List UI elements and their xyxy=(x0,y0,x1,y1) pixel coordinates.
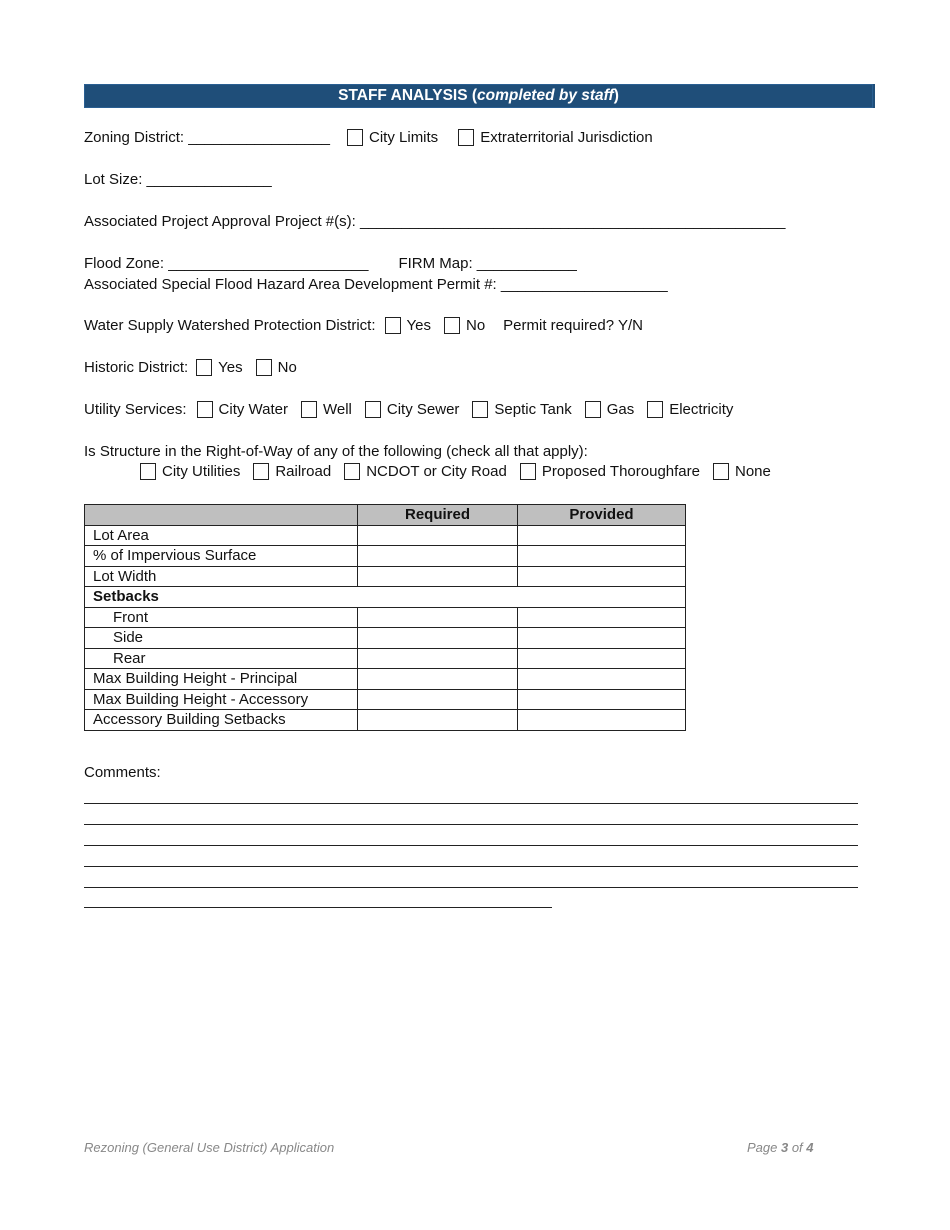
required-column-header: Required xyxy=(358,505,518,526)
historic-no-label: No xyxy=(277,359,297,376)
requirements-table xyxy=(84,504,686,731)
watershed-row xyxy=(84,317,643,334)
row-label: Max Building Height - Principal xyxy=(85,669,358,690)
etj-checkbox[interactable] xyxy=(458,129,474,146)
historic-yes-label: Yes xyxy=(218,359,243,376)
required-cell[interactable] xyxy=(358,628,518,649)
comments-label: Comments: xyxy=(84,764,161,781)
table-row xyxy=(85,648,686,669)
city-limits-checkbox[interactable] xyxy=(347,129,363,146)
railroad-checkbox[interactable] xyxy=(253,463,269,480)
city-water-label: City Water xyxy=(218,401,288,418)
none-checkbox[interactable] xyxy=(713,463,729,480)
row-options-row xyxy=(140,463,771,480)
table-header-blank xyxy=(85,505,358,526)
row-label: Rear xyxy=(85,648,358,669)
zoning-row xyxy=(84,129,653,146)
historic-yes-checkbox[interactable] xyxy=(196,359,212,376)
permit-required-label: Permit required? Y/N xyxy=(503,317,643,334)
footer-form-title: Rezoning (General Use District) Application xyxy=(84,1140,335,1155)
row-label: Lot Width xyxy=(85,566,358,587)
historic-label: Historic District: xyxy=(84,359,189,376)
septic-tank-checkbox[interactable] xyxy=(472,401,488,418)
provided-cell[interactable] xyxy=(518,669,686,690)
proposed-thoroughfare-checkbox[interactable] xyxy=(520,463,536,480)
comment-line[interactable] xyxy=(84,845,858,846)
watershed-yes-label: Yes xyxy=(406,317,431,334)
electricity-label: Electricity xyxy=(669,401,734,418)
provided-cell[interactable] xyxy=(518,648,686,669)
row-question-row xyxy=(84,443,588,460)
required-cell[interactable] xyxy=(358,648,518,669)
comment-line[interactable] xyxy=(84,887,858,888)
well-label: Well xyxy=(322,401,352,418)
table-row xyxy=(85,525,686,546)
proposed-thoroughfare-label: Proposed Thoroughfare xyxy=(541,463,700,480)
ncdot-road-checkbox[interactable] xyxy=(344,463,360,480)
required-cell[interactable] xyxy=(358,710,518,731)
table-row xyxy=(85,710,686,731)
required-cell[interactable] xyxy=(358,607,518,628)
historic-row xyxy=(84,359,297,376)
utility-label: Utility Services: xyxy=(84,401,187,418)
flood-permit-row xyxy=(84,276,668,293)
comment-line[interactable] xyxy=(84,824,858,825)
provided-cell[interactable] xyxy=(518,607,686,628)
table-row xyxy=(85,689,686,710)
watershed-no-checkbox[interactable] xyxy=(444,317,460,334)
provided-cell[interactable] xyxy=(518,566,686,587)
table-row xyxy=(85,607,686,628)
footer-page-number: Page 3 of 4 xyxy=(747,1140,814,1155)
row-label: % of Impervious Surface xyxy=(85,546,358,567)
gas-checkbox[interactable] xyxy=(585,401,601,418)
railroad-label: Railroad xyxy=(275,463,332,480)
city-utilities-checkbox[interactable] xyxy=(140,463,156,480)
electricity-checkbox[interactable] xyxy=(647,401,663,418)
flood-zone-label: Flood Zone: ________________________ xyxy=(84,255,369,272)
table-row xyxy=(85,566,686,587)
firm-map-label: FIRM Map: ____________ xyxy=(398,255,577,272)
city-water-checkbox[interactable] xyxy=(197,401,213,418)
provided-cell[interactable] xyxy=(518,628,686,649)
city-sewer-label: City Sewer xyxy=(386,401,460,418)
septic-tank-label: Septic Tank xyxy=(494,401,572,418)
row-label: Max Building Height - Accessory xyxy=(85,689,358,710)
utility-row xyxy=(84,401,733,418)
required-cell[interactable] xyxy=(358,525,518,546)
provided-cell[interactable] xyxy=(518,710,686,731)
table-header-row xyxy=(85,505,686,526)
well-checkbox[interactable] xyxy=(301,401,317,418)
row-question-label: Is Structure in the Right-of-Way of any of the following (check all that apply): xyxy=(84,443,588,460)
watershed-label: Water Supply Watershed Protection District: xyxy=(84,317,376,334)
comments-label-row xyxy=(84,764,161,781)
etj-label: Extraterritorial Jurisdiction xyxy=(480,129,653,146)
none-label: None xyxy=(734,463,771,480)
setbacks-section-label: Setbacks xyxy=(85,587,686,608)
comment-line[interactable] xyxy=(84,907,552,908)
provided-column-header: Provided xyxy=(518,505,686,526)
provided-cell[interactable] xyxy=(518,689,686,710)
table-row xyxy=(85,669,686,690)
provided-cell[interactable] xyxy=(518,546,686,567)
city-utilities-label: City Utilities xyxy=(162,463,241,480)
required-cell[interactable] xyxy=(358,566,518,587)
required-cell[interactable] xyxy=(358,546,518,567)
city-sewer-checkbox[interactable] xyxy=(365,401,381,418)
comment-line[interactable] xyxy=(84,866,858,867)
watershed-yes-checkbox[interactable] xyxy=(385,317,401,334)
zoning-district-label: Zoning District: _________________ xyxy=(84,129,331,146)
historic-no-checkbox[interactable] xyxy=(256,359,272,376)
table-row xyxy=(85,587,686,608)
comment-line[interactable] xyxy=(84,803,858,804)
project-row xyxy=(84,213,785,230)
row-label: Accessory Building Setbacks xyxy=(85,710,358,731)
row-label: Lot Area xyxy=(85,525,358,546)
section-header-text: STAFF ANALYSIS (completed by staff) xyxy=(338,87,619,104)
row-label: Side xyxy=(85,628,358,649)
project-approval-label: Associated Project Approval Project #(s): ___________________________________________________ xyxy=(84,213,786,230)
city-limits-label: City Limits xyxy=(369,129,439,146)
lot-size-row xyxy=(84,171,272,188)
section-header xyxy=(84,84,875,108)
provided-cell[interactable] xyxy=(518,525,686,546)
flood-permit-label: Associated Special Flood Hazard Area Development Permit #: ____________________ xyxy=(84,276,668,293)
watershed-no-label: No xyxy=(465,317,486,334)
table-row xyxy=(85,546,686,567)
lot-size-label: Lot Size: _______________ xyxy=(84,171,272,188)
required-cell[interactable] xyxy=(358,689,518,710)
row-label: Front xyxy=(85,607,358,628)
gas-label: Gas xyxy=(606,401,635,418)
ncdot-road-label: NCDOT or City Road xyxy=(366,463,507,480)
flood-row xyxy=(84,255,577,272)
table-row xyxy=(85,628,686,649)
required-cell[interactable] xyxy=(358,669,518,690)
